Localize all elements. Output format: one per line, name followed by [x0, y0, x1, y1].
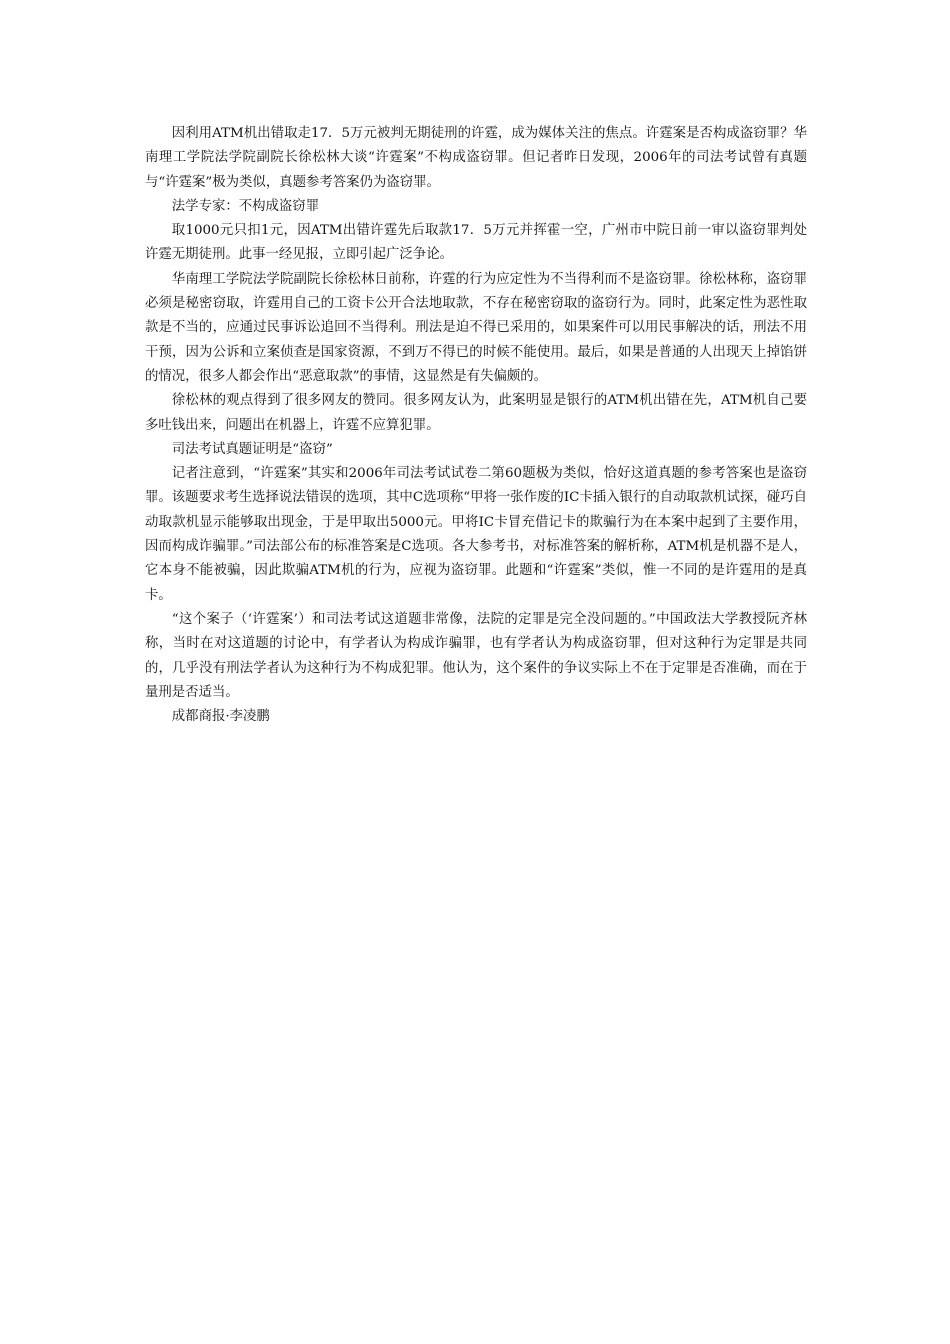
section-heading-expert: 法学专家：不构成盗窃罪	[171, 198, 320, 214]
paragraph-case-summary: 取1000元只扣1元，因ATM出错许霆先后取款17．5万元并挥霍一空，广州市中院日前一审以盗窃罪判处许霆无期徒刑。此事一经见报，立即引起广泛争论。	[145, 223, 807, 263]
paragraph-expert-opinion: 华南理工学院法学院副院长徐松林日前称，许霆的行为应定性为不当得利而不是盗窃罪。徐松林称，盗窃罪必须是秘密窃取，许霆用自己的工资卡公开合法地取款，不存在秘密窃取的盗窃行为。同时，此案定性为恶性取款是不当的，应通过民事诉讼追回不当得利。刑法是迫不得已采用的，如果案件可以用民事解决的话，刑法不用干预，因为公诉和立案侦查是国家资源，不到万不得已的时候不能使用。最后，如果是普通的人出现天上掉馅饼的情况，很多人都会作出“恶意取款”的事情，这显然是有失偏颇的。	[145, 271, 807, 384]
article-body	[145, 122, 807, 729]
paragraph-lead: 因利用ATM机出错取走17．5万元被判无期徒刑的许霆，成为媒体关注的焦点。许霆案是否构成盗窃罪？华南理工学院法学院副院长徐松林大谈“许霆案”不构成盗窃罪。但记者昨日发现，2006年的司法考试曾有真题与“许霆案”极为类似，真题参考答案仍为盗窃罪。	[145, 126, 807, 190]
section-heading-exam: 司法考试真题证明是“盗窃”	[171, 441, 333, 457]
paragraph-professor-quote: “这个案子（‘许霆案’）和司法考试这道题非常像，法院的定罪是完全没问题的。”中国政法大学教授阮齐林称，当时在对这道题的讨论中，有学者认为构成诈骗罪，也有学者认为构成盗窃罪，但对这种行为定罪是共同的，几乎没有刑法学者认为这种行为不构成犯罪。他认为，这个案件的争议实际上不在于定罪是否准确，而在于量刑是否适当。	[145, 611, 807, 700]
paragraph-exam-question: 记者注意到，“许霆案”其实和2006年司法考试试卷二第60题极为类似，恰好这道真题的参考答案也是盗窃罪。该题要求考生选择说法错误的选项，其中C选项称“甲将一张作废的IC卡插入银行的自动取款机试探，碰巧自动取款机显示能够取出现金，于是甲取出5000元。甲将IC卡冒充借记卡的欺骗行为在本案中起到了主要作用，因而构成诈骗罪。”司法部公布的标准答案是C选项。各大参考书，对标准答案的解析称，ATM机是机器不是人，它本身不能被骗，因此欺骗ATM机的行为，应视为盗窃罪。此题和“许霆案”类似，惟一不同的是许霆用的是真卡。	[145, 466, 807, 603]
byline: 成都商报·李凌鹏	[171, 709, 270, 725]
paragraph-netizens: 徐松林的观点得到了很多网友的赞同。很多网友认为，此案明显是银行的ATM机出错在先，ATM机自己要多吐钱出来，问题出在机器上，许霆不应算犯罪。	[145, 393, 807, 433]
